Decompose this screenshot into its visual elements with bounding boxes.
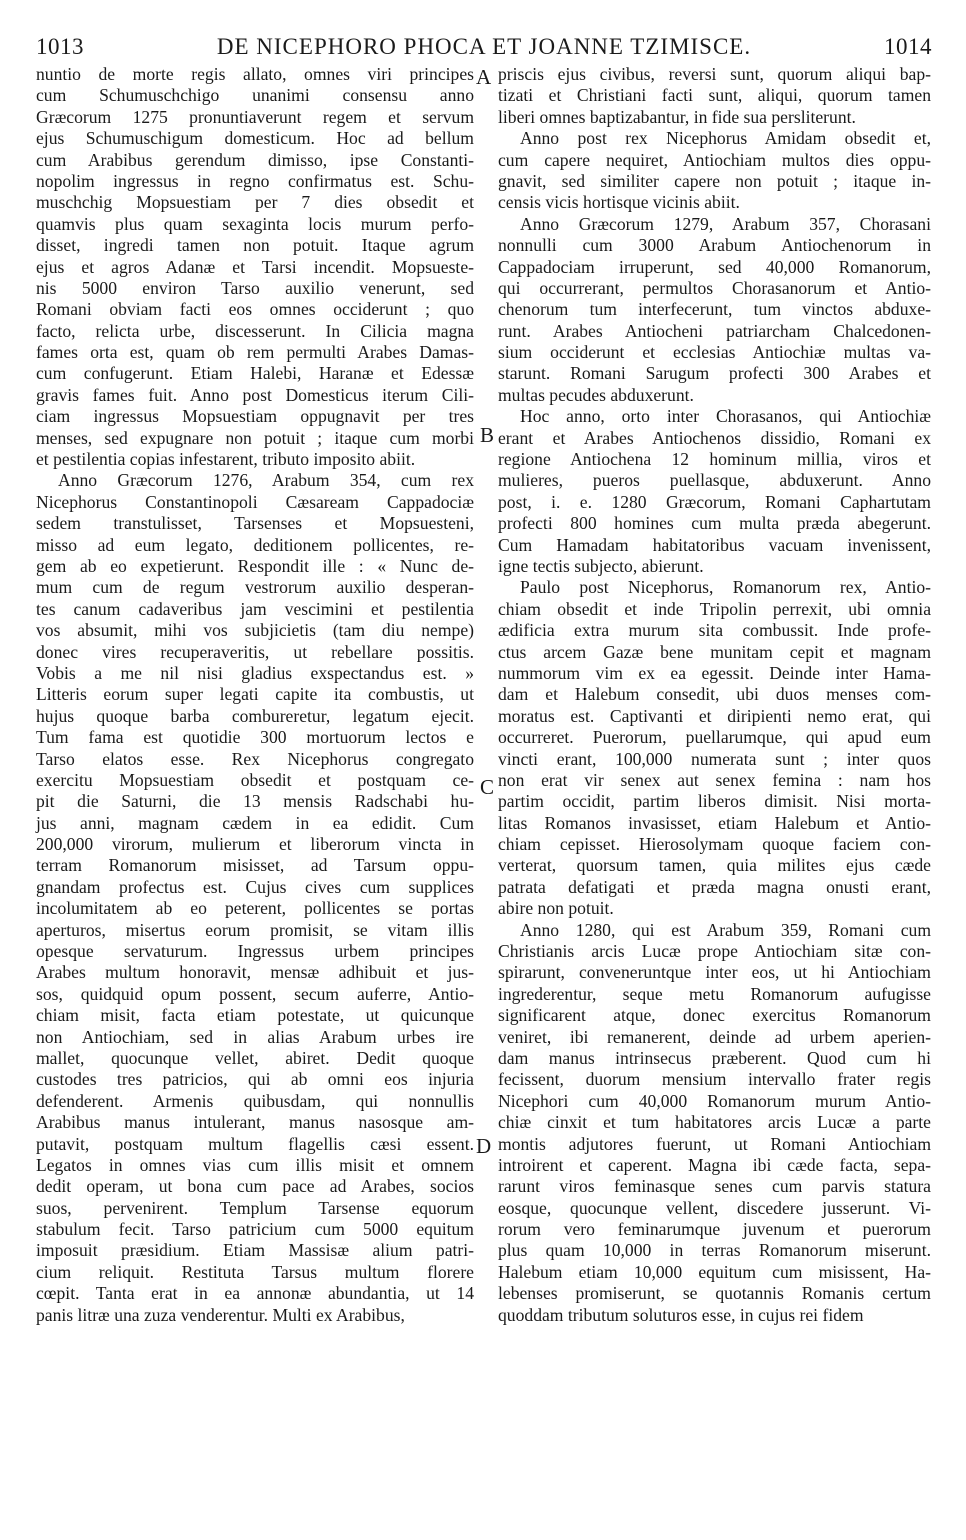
- text-line: Hoc anno, orto inter Chorasanos, qui Antiochiæ: [520, 406, 931, 427]
- text-line: igne tectis subjecto, abierunt.: [498, 555, 704, 576]
- text-line: 200,000 virorum, mulierum et liberorum vincta in: [36, 834, 474, 855]
- text-line: Litteris eorum super legati capite ita combustis, ut: [36, 684, 474, 705]
- text-line: eosque, quocunque vellent, discedere jusserunt. Vi-: [498, 1197, 931, 1218]
- text-line: Arabibus manus intulerant, manus nasosque am-: [36, 1112, 474, 1133]
- text-line: non Antiochiam, sed in alias Arabum urbes ire: [36, 1026, 474, 1047]
- text-line: pit die Saturni, die 13 mensis Radschabi hu-: [36, 791, 474, 812]
- text-line: et pestilentia copias infestarent, tributo imposito abiit.: [36, 449, 416, 470]
- text-line: Halebum etiam 10,000 equitum cum misissent, Ha-: [498, 1261, 931, 1282]
- text-line: mulieres, pueros puellasque, abduxerunt. Anno: [498, 470, 931, 491]
- text-line: exercitu Mopsuestiam obsedit et postquam ce-: [36, 769, 474, 790]
- text-line: occurreret. Puerorum, puellarumque, qui apud eum: [498, 727, 931, 748]
- text-line: hujus quoque barba combureretur, legatum ejecit.: [36, 705, 474, 726]
- running-title: DE NICEPHORO PHOCA ET JOANNE TZIMISCE.: [216, 34, 752, 59]
- margin-marker-b: B: [480, 423, 495, 447]
- text-line: opesque servaturum. Ingressus urbem principes: [36, 941, 474, 962]
- text-line: liberi omnes baptizabantur, in fide sua persliterunt.: [498, 106, 856, 127]
- text-line: veniret, ibi remanerent, deinde ad urbem aperien-: [498, 1026, 931, 1047]
- text-line: rorum vero feminarumque juvenum et puerorum: [498, 1219, 931, 1240]
- text-line: incolumitatem ab eo peterent, pollicentes se portas: [36, 898, 474, 919]
- text-line: disset, ingredi tamen non potuit. Itaque agrum: [36, 235, 474, 256]
- text-line: nuntio de morte regis allato, omnes viri principes: [36, 64, 474, 84]
- text-line: gravis fames fuit. Anno post Domesticus iterum Cili-: [36, 384, 474, 405]
- text-line: panis litræ una zuza venderentur. Multi ex Arabibus,: [36, 1304, 405, 1325]
- text-line: cum confugerunt. Etiam Halebi, Haranæ et Edessæ: [36, 363, 474, 384]
- text-line: introirent et caperent. Magna ibi cæde facta, sepa-: [498, 1154, 931, 1175]
- text-line: qui occurrerant, permultos Chorasanorum et Antio-: [498, 277, 931, 298]
- text-line: donec vires recuperaveritis, ut rebellare possitis.: [36, 641, 474, 662]
- text-line: ctus arcem Gazæ bene munitam cepit et magnam: [498, 641, 931, 662]
- text-line: Paulo post Nicephorus, Romanorum rex, Antio-: [520, 577, 931, 598]
- right-text-column: [498, 64, 931, 1326]
- text-line: priscis ejus civibus, reversi sunt, quorum aliqui bap-: [498, 64, 931, 84]
- text-line: ciam ingressus Mopsuestiam oppugnavit per tres: [36, 406, 474, 427]
- margin-marker-d: D: [476, 1134, 492, 1158]
- text-line: Nicephorus Constantinopoli Cæsaream Cappadociæ: [36, 491, 474, 512]
- text-line: tizati et Christiani facti sunt, aliqui, quorum tamen: [498, 85, 931, 106]
- text-line: Arabes multum honoravit, mensæ adhibuit et jus-: [36, 962, 474, 983]
- text-line: jus anni, magnam cædem in ea edidit. Cum: [36, 812, 474, 833]
- text-line: montis adjutores fuerunt, ut Romani Antiochiam: [498, 1133, 931, 1154]
- text-line: defenderent. Armenis quibusdam, qui nonnullis: [36, 1090, 474, 1111]
- text-line: non erat vir senex aut senex femina : nam hos: [498, 769, 931, 790]
- text-line: lebenses promiserunt, se quotannis Romanis certum: [498, 1283, 931, 1304]
- text-line: menses, sed expugnare non potuit ; itaque cum morbi: [36, 427, 474, 448]
- text-line: cum Arabibus gerendum dimisso, ipse Constanti-: [36, 149, 474, 170]
- text-line: rarunt viros feminasque senes cum parvis statura: [498, 1176, 931, 1197]
- text-line: nonnulli cum 3000 Arabum Antiochenorum in: [498, 235, 931, 256]
- text-line: starunt. Romani Sarugum profecti 300 Arabes et: [498, 363, 931, 384]
- text-line: sium occiderunt et ecclesias Antiochiæ multas va-: [498, 342, 931, 363]
- text-line: sos, quidquid opum possent, secum auferre, Antio-: [36, 983, 474, 1004]
- text-line: fecissent, duorum mensium intervallo frater regis: [498, 1069, 931, 1090]
- text-line: sedem transtulisset, Tarsenses et Mopsuesteni,: [36, 513, 474, 534]
- text-line: dedit operam, ut bona cum pace ad Arabes, socios: [36, 1176, 474, 1197]
- text-line: runt. Arabes Antiocheni patriarcham Chalcedonen-: [498, 320, 931, 341]
- text-line: Cum Hamadam habitatoribus vacuam invenissent,: [498, 534, 931, 555]
- text-line: Nicephori cum 40,000 Romanorum murum Antio-: [498, 1090, 931, 1111]
- text-line: mum cum de regum vestrorum auxilio desperan-: [36, 577, 474, 598]
- text-line: gnandam profectus est. Cujus cives cum supplices: [36, 876, 474, 897]
- text-line: misso ad eum legato, deditionem pollicentes, re-: [36, 534, 474, 555]
- text-line: partim occidit, partim liberos dimisit. Nisi morta-: [498, 791, 931, 812]
- text-line: cium reliquit. Restituta Tarsus multum florere: [36, 1261, 474, 1282]
- text-line: chiæ cinxit et tum habitatores arcis Lucæ a parte: [498, 1112, 931, 1133]
- text-line: tes canum cadaveribus jam vescimini et pestilentia: [36, 598, 474, 619]
- text-line: Græcorum 1275 pronuntiaverunt regem et servum: [36, 106, 474, 127]
- text-line: imposuit præsidium. Etiam Massisæ alium patri-: [36, 1240, 474, 1261]
- text-line: cum capere nequiret, Antiochiam multos dies oppu-: [498, 149, 931, 170]
- text-line: profecti 800 homines cum multa præda abegerunt.: [498, 513, 931, 534]
- text-line: regione Antiochena 12 hominum millia, viros et: [498, 449, 931, 470]
- text-line: chiam misit, facta etiam potestate, ut quicunque: [36, 1005, 474, 1026]
- margin-marker-c: C: [480, 775, 495, 799]
- text-line: nopolim ingressus in regno confirmatus est. Schu-: [36, 170, 474, 191]
- text-line: censis vicis hortisque vicinis abiit.: [498, 192, 740, 213]
- text-line: Legatos in omnes vias cum illis misit et omnem: [36, 1154, 474, 1175]
- text-line: patrata defatigati et præda magna onusti erant,: [498, 876, 931, 897]
- running-header: [36, 34, 932, 66]
- text-line: cœpit. Tanta erat in ea annonæ abundantia, ut 14: [36, 1283, 474, 1304]
- text-line: aperturos, misertus eorum promisit, se vitam illis: [36, 919, 474, 940]
- text-line: plus quam 10,000 in terras Romanorum miserunt.: [498, 1240, 931, 1261]
- text-line: post, i. e. 1280 Græcorum, Romani Caphartutam: [498, 491, 931, 512]
- right-page-number: 1014: [884, 34, 932, 59]
- text-line: verterat, quorsum tamen, quia milites ejus cæde: [498, 855, 931, 876]
- text-line: multas pecudes abduxerunt.: [498, 384, 694, 405]
- text-line: moratus est. Captivanti et diripienti nemo erat, qui: [498, 705, 931, 726]
- text-line: Anno Græcorum 1279, Arabum 357, Chorasani: [520, 213, 931, 234]
- text-line: Anno 1280, qui est Arabum 359, Romani cum: [520, 919, 931, 940]
- text-line: vos absumit, mihi vos subjicietis (tam diu nempe): [36, 620, 474, 641]
- text-line: litas Romanos invasisset, etiam Halebum et Antio-: [498, 812, 931, 833]
- text-line: dam et Halebum consedit, ubi duos menses com-: [498, 684, 931, 705]
- text-line: chenorum tum interfecerunt, tum vinctos abduxe-: [498, 299, 931, 320]
- text-line: quoddam tributum soluturos esse, in cujus rei fidem: [498, 1304, 864, 1325]
- text-line: chiam cepisset. Hierosolymam quoque faciem con-: [498, 834, 931, 855]
- text-line: facto, relicta urbe, discesserunt. In Cilicia magna: [36, 320, 474, 341]
- text-line: spirarunt, conveneruntque inter eos, ut hi Antiochiam: [498, 962, 931, 983]
- text-line: Tum fama est quotidie 300 mortuorum lectos e: [36, 727, 474, 748]
- text-line: significarent atque, donec exercitus Romanorum: [498, 1005, 931, 1026]
- text-line: terram Romanorum misisset, ad Tarsum oppu-: [36, 855, 474, 876]
- left-text-column: [36, 64, 474, 1326]
- text-line: Romani obviam facti eos omnes occiderunt ; quo: [36, 299, 474, 320]
- text-line: erant et Arabes Antiochenos dissidio, Romani ex: [498, 427, 931, 448]
- text-line: Anno Græcorum 1276, Arabum 354, cum rex: [58, 470, 474, 491]
- text-line: chiam obsedit et inde Tripolin perrexit, ubi omnia: [498, 598, 931, 619]
- text-line: fames orta est, quam ob rem permulti Arabes Damas-: [36, 342, 474, 363]
- text-line: suos, pervenirent. Templum Tarsense equorum: [36, 1197, 474, 1218]
- text-line: vincti erant, 100,000 numerata sunt ; inter quos: [498, 748, 931, 769]
- text-line: Cappadociam irruperunt, sed 40,000 Romanorum,: [498, 256, 931, 277]
- text-line: gem ab eo expetierunt. Respondit ille : « Nunc de-: [36, 555, 474, 576]
- text-line: putavit, postquam multum flagellis cæsi essent.: [36, 1133, 474, 1154]
- text-line: custodes tres patricios, qui ab omni eos injuria: [36, 1069, 474, 1090]
- text-line: ingrederentur, seque metu Romanorum aufugisse: [498, 983, 931, 1004]
- text-line: Christianis arcis Lucæ prope Antiochiam sitæ con-: [498, 941, 931, 962]
- text-line: stabulum fecit. Tarso patricium cum 5000 equitum: [36, 1219, 474, 1240]
- text-line: ædificia extra murum sita combussit. Inde profe-: [498, 620, 931, 641]
- text-line: cum Schumuschchigo unanimi consensu anno: [36, 85, 474, 106]
- text-line: nis 5000 environ Tarso auxilio venerunt, sed: [36, 277, 474, 298]
- text-line: ejus et agros Adanæ et Tarsi incendit. Mopsueste-: [36, 256, 474, 277]
- text-line: muschchig Mopsuestiam per 7 dies obsedit et: [36, 192, 474, 213]
- text-line: nummorum vim ex ea egessit. Deinde inter Hama-: [498, 662, 931, 683]
- text-line: gnavit, sed similiter capere non potuit ; itaque in-: [498, 170, 931, 191]
- text-line: Tarso elatos esse. Rex Nicephorus congregato: [36, 748, 474, 769]
- left-page-number: 1013: [36, 34, 84, 59]
- text-line: ejus Schumuschigum domesticum. Hoc ad bellum: [36, 128, 474, 149]
- text-line: mallet, quocunque vellet, abiret. Dedit quoque: [36, 1047, 474, 1068]
- margin-marker-a: A: [476, 65, 492, 89]
- text-line: Vobis a me nil nisi gladius exspectandus est. »: [36, 662, 474, 683]
- text-line: quamvis plus quam sexaginta locis murum perfo-: [36, 213, 474, 234]
- text-line: abire non potuit.: [498, 898, 614, 919]
- text-line: dam manus intrinsecus præberent. Quod cum hi: [498, 1047, 931, 1068]
- text-line: Anno post rex Nicephorus Amidam obsedit et,: [520, 128, 931, 149]
